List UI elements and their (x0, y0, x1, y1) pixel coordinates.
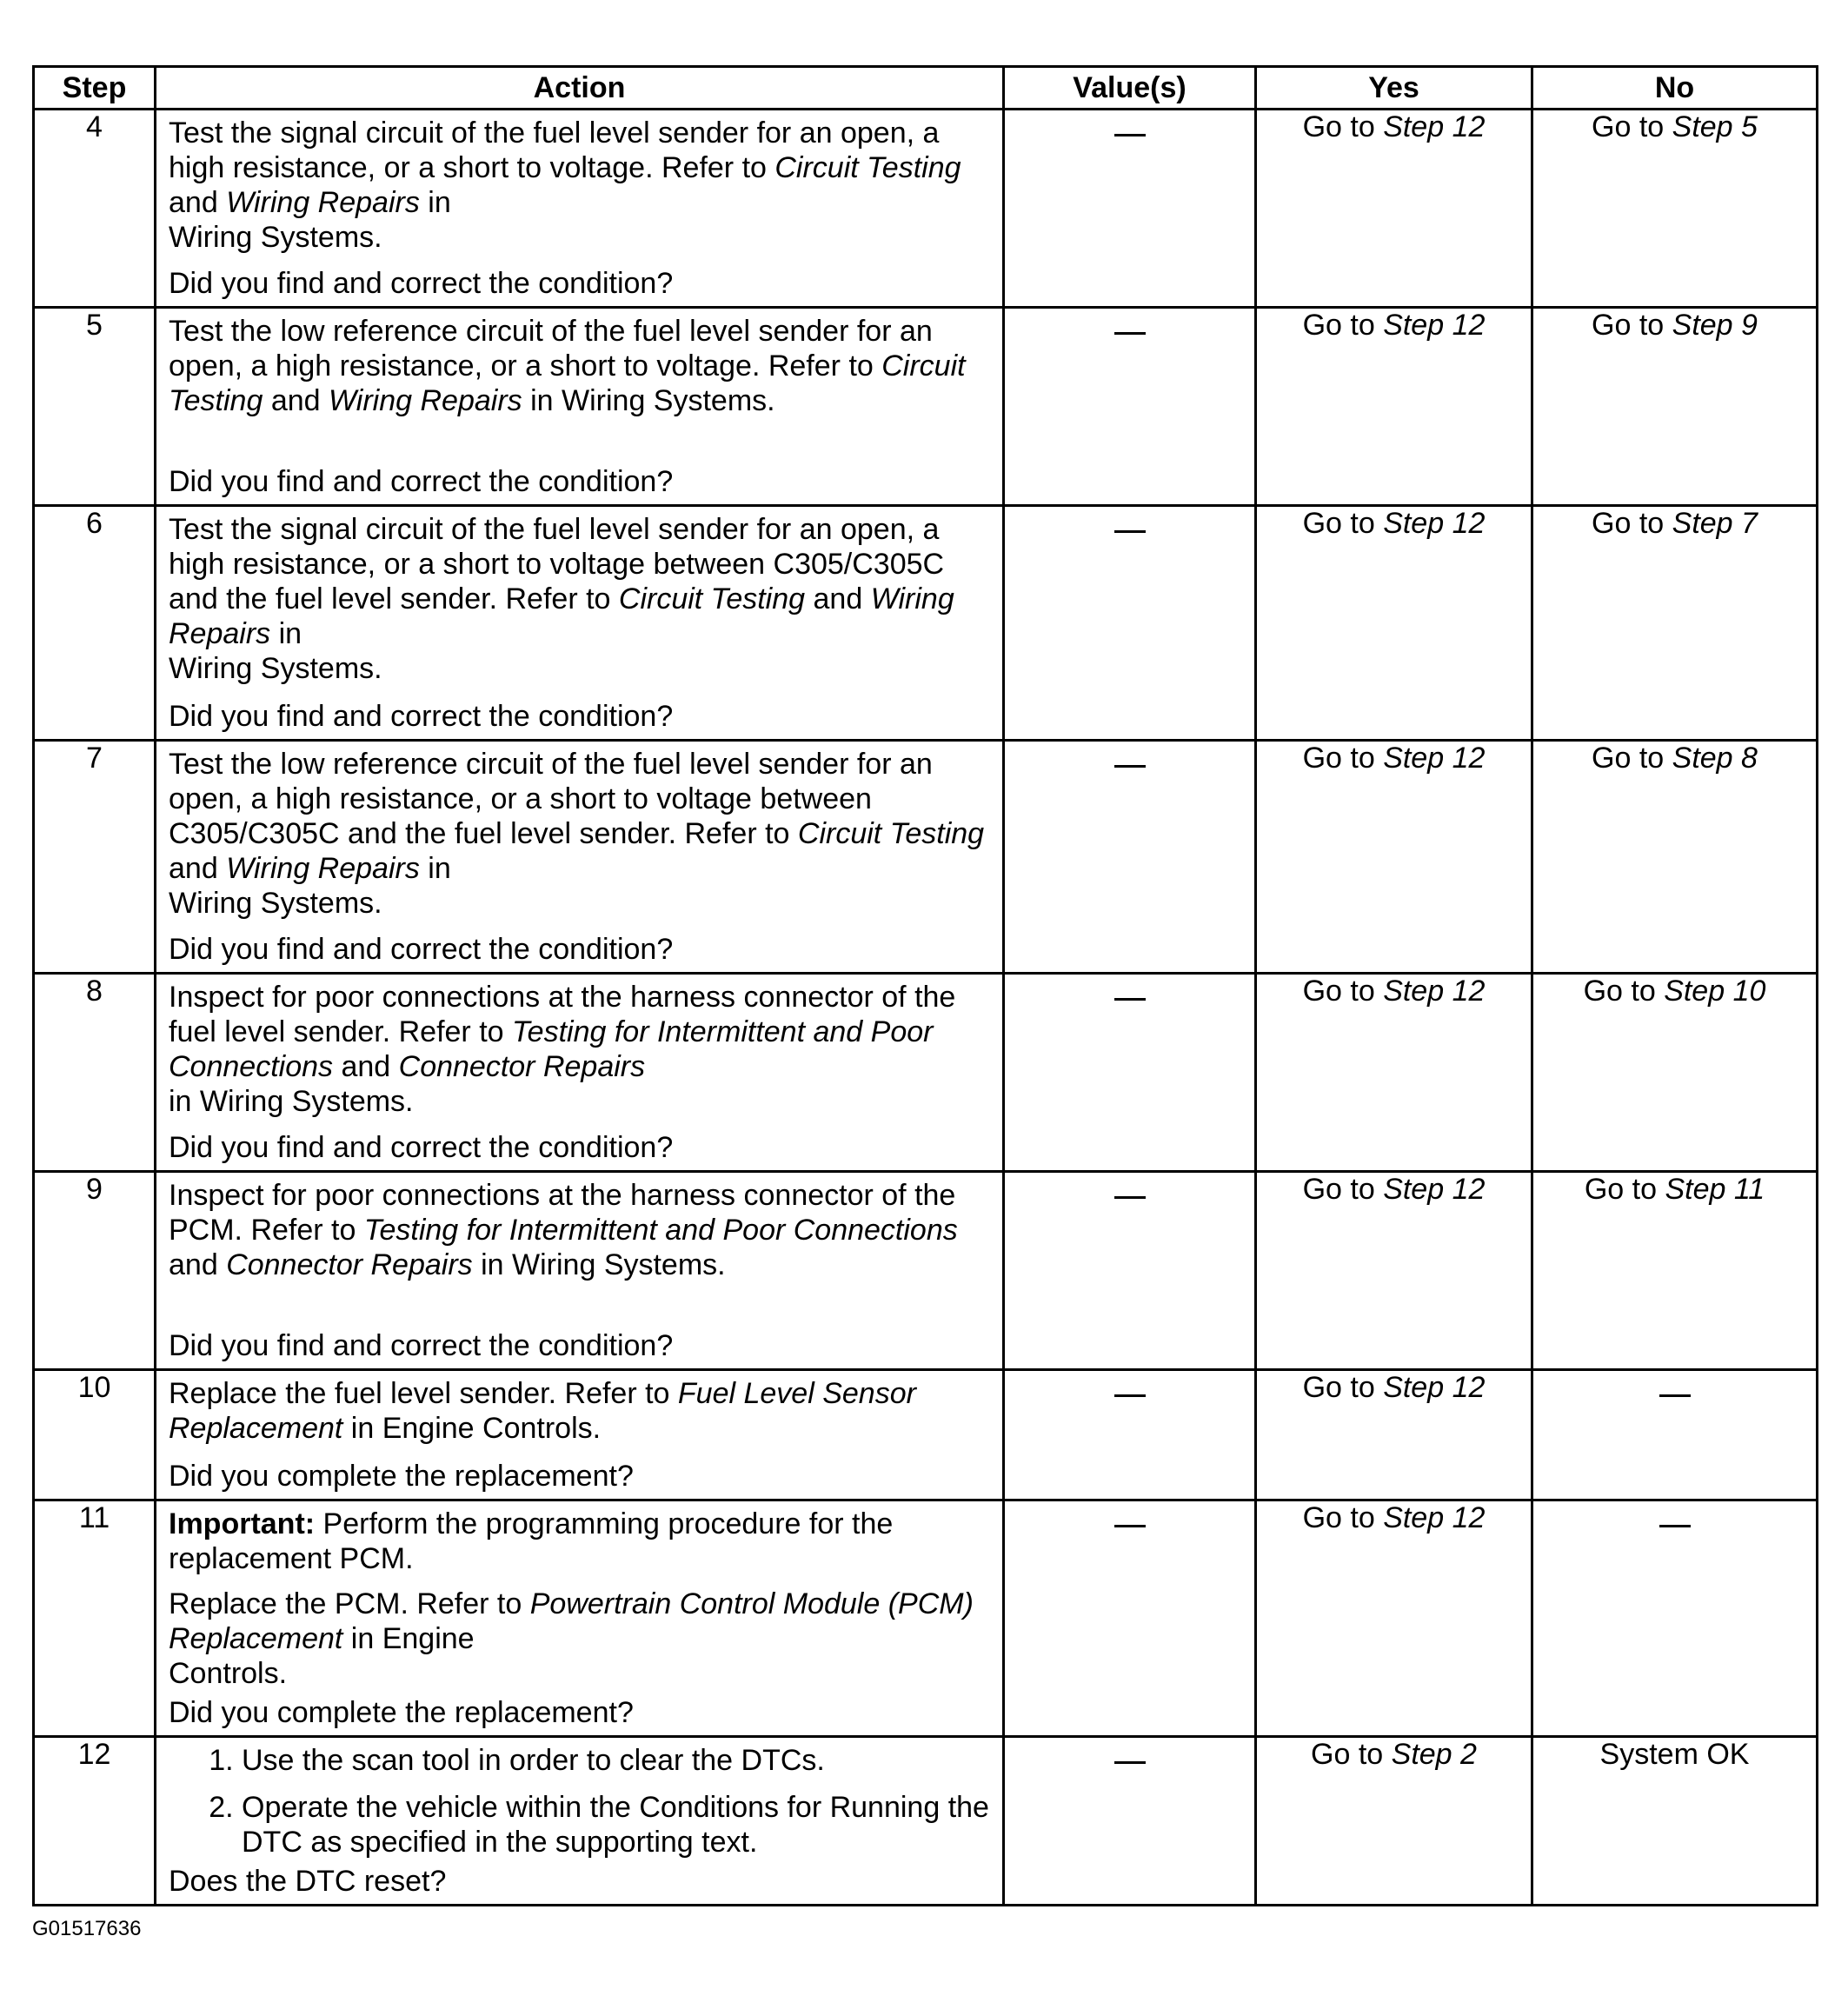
value-cell (1004, 1737, 1256, 1906)
dash-mark (1659, 1525, 1691, 1527)
action-cell (156, 974, 1004, 1172)
step-number: 10 (34, 1370, 156, 1500)
header-values: Value(s) (1004, 67, 1256, 110)
header-row (34, 67, 1818, 110)
yes-result: Go to Step 12 (1256, 308, 1532, 506)
action-cell (156, 1370, 1004, 1500)
no-result: Go to Step 11 (1532, 1172, 1818, 1370)
header-action: Action (156, 67, 1004, 110)
dash-mark (1114, 1761, 1146, 1764)
action-instruction: Inspect for poor connections at the harness connector of the PCM. Refer to Testing for Intermittent and Poor Connections and Connector Repairs in Wiring Systems. (169, 1179, 958, 1281)
action-instruction: Test the signal circuit of the fuel level sender for an open, a high resistance, or a short to voltage. Refer to Circuit Testing and Wiring Repairs in Wiring Systems. (169, 116, 961, 254)
table-row (34, 1737, 1818, 1906)
no-result: Go to Step 9 (1532, 308, 1818, 506)
action-instruction: Test the signal circuit of the fuel level sender for an open, a high resistance, or a short to voltage between C305/C305C and the fuel level sender. Refer to Circuit Testing and Wiring Repairs in Wiring Systems. (169, 513, 954, 685)
step-number: 12 (34, 1737, 156, 1906)
step-number: 11 (34, 1500, 156, 1737)
action-cell (156, 1500, 1004, 1737)
dash-mark (1114, 998, 1146, 1001)
step-number: 6 (34, 506, 156, 741)
no-result (1532, 1370, 1818, 1500)
table-row (34, 1172, 1818, 1370)
yes-result: Go to Step 12 (1256, 506, 1532, 741)
action-question: Did you find and correct the condition? (169, 1131, 674, 1164)
value-cell (1004, 1370, 1256, 1500)
dash-mark (1114, 1196, 1146, 1199)
step-number: 4 (34, 110, 156, 308)
action-cell (156, 1737, 1004, 1906)
header-no: No (1532, 67, 1818, 110)
dash-mark (1114, 134, 1146, 136)
step-number: 9 (34, 1172, 156, 1370)
action-cell (156, 1172, 1004, 1370)
no-result: Go to Step 10 (1532, 974, 1818, 1172)
action-instruction: Replace the fuel level sender. Refer to Fuel Level Sensor Replacement in Engine Controls. (169, 1377, 916, 1445)
value-cell (1004, 506, 1256, 741)
dash-mark (1114, 1394, 1146, 1397)
no-result: Go to Step 7 (1532, 506, 1818, 741)
action-cell (156, 506, 1004, 741)
yes-result: Go to Step 12 (1256, 1172, 1532, 1370)
yes-result: Go to Step 12 (1256, 741, 1532, 974)
yes-result: Go to Step 12 (1256, 1500, 1532, 1737)
action-question: Did you find and correct the condition? (169, 700, 674, 733)
table-row (34, 506, 1818, 741)
value-cell (1004, 308, 1256, 506)
no-result: Go to Step 8 (1532, 741, 1818, 974)
table-row (34, 308, 1818, 506)
no-result: System OK (1532, 1737, 1818, 1906)
yes-result: Go to Step 12 (1256, 974, 1532, 1172)
diagnostic-table (32, 65, 1818, 1906)
dash-mark (1659, 1394, 1691, 1397)
action-question: Did you find and correct the condition? (169, 465, 674, 498)
table-row (34, 110, 1818, 308)
table-body (34, 110, 1818, 1906)
value-cell (1004, 741, 1256, 974)
dash-mark (1114, 332, 1146, 335)
action-question: Did you complete the replacement? (169, 1460, 634, 1493)
dash-mark (1114, 765, 1146, 768)
no-result: Go to Step 5 (1532, 110, 1818, 308)
value-cell (1004, 974, 1256, 1172)
action-question: Did you find and correct the condition? (169, 933, 674, 966)
value-cell (1004, 1500, 1256, 1737)
table-row (34, 1370, 1818, 1500)
action-question: Did you find and correct the condition? (169, 267, 674, 300)
header-yes: Yes (1256, 67, 1532, 110)
action-instruction: Inspect for poor connections at the harness connector of the fuel level sender. Refer to Testing for Intermittent and Poor Connections and Connector Repairs in Wiring Systems. (169, 981, 956, 1118)
table-row (34, 974, 1818, 1172)
no-result (1532, 1500, 1818, 1737)
yes-result: Go to Step 2 (1256, 1737, 1532, 1906)
action-instruction: Test the low reference circuit of the fuel level sender for an open, a high resistance, or a short to voltage. Refer to Circuit Testing and Wiring Repairs in Wiring Systems. (169, 315, 966, 417)
dash-mark (1114, 1525, 1146, 1527)
action-cell (156, 308, 1004, 506)
action-instruction: Important: Perform the programming procedure for the replacement PCM. Replace the PCM. Refer to Powertrain Control Module (PCM) Replacement in Engine Controls. (169, 1507, 974, 1690)
step-number: 8 (34, 974, 156, 1172)
action-instruction: 1. Use the scan tool in order to clear the DTCs. 2. Operate the vehicle within the Conditions for Running the DTC as specified in the supporting text. (156, 1738, 1002, 1860)
yes-result: Go to Step 12 (1256, 110, 1532, 308)
action-instruction: Test the low reference circuit of the fuel level sender for an open, a high resistance, or a short to voltage between C305/C305C and the fuel level sender. Refer to Circuit Testing and Wiring Repairs in Wiring Systems. (169, 748, 985, 920)
yes-result: Go to Step 12 (1256, 1370, 1532, 1500)
step-number: 7 (34, 741, 156, 974)
action-question: Did you complete the replacement? (169, 1696, 634, 1729)
figure-id: G01517636 (32, 1917, 142, 1940)
action-cell (156, 110, 1004, 308)
value-cell (1004, 1172, 1256, 1370)
header-step: Step (34, 67, 156, 110)
dash-mark (1114, 530, 1146, 533)
action-cell (156, 741, 1004, 974)
step-number: 5 (34, 308, 156, 506)
action-question: Did you find and correct the condition? (169, 1329, 674, 1362)
action-question: Does the DTC reset? (169, 1865, 447, 1898)
value-cell (1004, 110, 1256, 308)
table-row (34, 1500, 1818, 1737)
table-row (34, 741, 1818, 974)
